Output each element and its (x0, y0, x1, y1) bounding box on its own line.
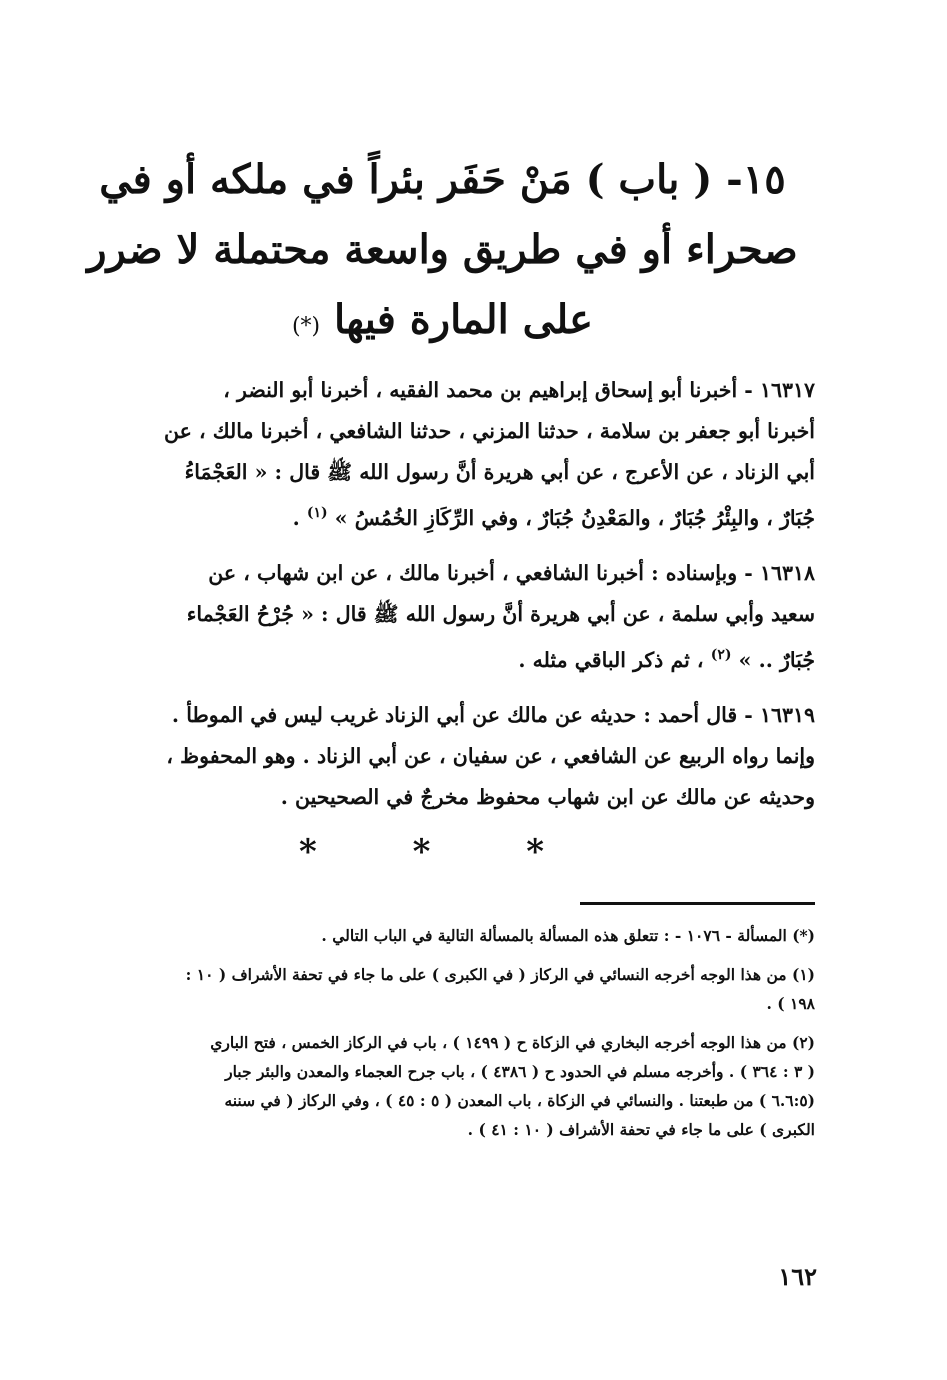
text-line: أبي الزناد ، عن الأعرج ، عن أبي هريرة أنَّ رسول الله ﷺ قال : « العَجْمَاءُ (184, 460, 815, 484)
section-separator: * * * (298, 831, 586, 872)
text-line: ١٦٣١٧ - أخبرنا أبو إسحاق إبراهيم بن محمد الفقيه ، أخبرنا أبو النضر ، (223, 378, 815, 402)
footnote-1 (70, 960, 815, 1018)
chapter-title (70, 145, 815, 362)
hadith-16319 (70, 695, 815, 818)
page-number: ١٦٢ (778, 1262, 817, 1291)
footnote-ref-1: (١) (306, 505, 328, 521)
title-line-3-wrap (70, 285, 815, 362)
text-line: سعيد وأبي سلمة ، عن أبي هريرة أنَّ رسول الله ﷺ قال : « جُرْحُ العَجْماء (186, 601, 815, 626)
text-line: جُبَارٌ ، والبِئْرُ جُبَارٌ ، والمَعْدِنُ جُبَارٌ ، وفي الرِّكَازِ الخُمُسُ » (334, 505, 815, 530)
title-line-1: ١٥- ( باب ) مَنْ حَفَر بئراً في ملكه أو في (99, 156, 786, 203)
text-line: ١٦٣١٩ - قال أحمد : حديثه عن مالك عن أبي الزناد غريب ليس في الموطأ . (171, 702, 815, 727)
text-line-last (70, 635, 815, 681)
footnote-ref-2: (٢) (710, 646, 732, 663)
text-line: وإنما رواه الربيع عن الشافعي ، عن سفيان ، عن أبي الزناد . وهو المحفوظ ، (166, 743, 815, 768)
line-end: . (292, 505, 300, 530)
hadith-16318 (70, 553, 815, 681)
text-line: وحديثه عن مالك عن ابن شهاب محفوظ مخرجٌ في الصحيحين . (280, 784, 815, 809)
footnote-2 (70, 1028, 815, 1144)
text-line: ١٦٣١٨ - وبإسناده : أخبرنا الشافعي ، أخبرنا مالك ، عن ابن شهاب ، عن (208, 560, 815, 585)
page-body (70, 145, 815, 1154)
footnote-line: (١) من هذا الوجه أخرجه النسائي في الركاز ( في الكبرى ) على ما جاء في تحفة الأشراف ( ١٠ : (185, 964, 815, 984)
hadith-16317 (70, 370, 815, 539)
title-line-2: صحراء أو في طريق واسعة محتملة لا ضرر (87, 226, 798, 273)
text-line: أخبرنا أبو جعفر بن سلامة ، حدثنا المزني ، حدثنا الشافعي ، أخبرنا مالك ، عن (164, 419, 815, 443)
footnote-line: الكبرى ) على ما جاء في تحفة الأشراف ( ١٠ : ٤١ ) . (467, 1119, 815, 1139)
footnote-star (70, 921, 815, 950)
text-line: جُبَارٌ .. » (738, 647, 815, 672)
title-footnote-mark: (*) (291, 314, 321, 339)
footnote-line: (٦.٦:٥ ) من طبعتنا . والنسائي في الزكاة ، باب المعدن ( ٥ : ٤٥ ) ، وفي الركاز ( في سننه (224, 1090, 815, 1110)
footnote-rule (580, 902, 815, 905)
title-line-3: على المارة فيها (334, 296, 594, 343)
text-line-last (70, 493, 815, 539)
footnote-line: ( ٣ : ٣٦٤ ) . وأخرجه مسلم في الحدود ح ( ٤٣٨٦ ) ، باب جرح العجماء والمعدن والبئر جبار (225, 1061, 815, 1081)
footnote-line: ١٩٨ ) . (766, 993, 815, 1013)
footnote-line: (٢) من هذا الوجه أخرجه البخاري في الزكاة ح ( ١٤٩٩ ) ، باب في الركاز الخمس ، فتح الباري (210, 1032, 815, 1052)
footnote-line: (*) المسألة - ١٠٧٦ - : تتعلق هذه المسألة بالمسألة التالية في الباب التالي . (321, 925, 815, 945)
line-end: ، ثم ذكر الباقي مثله . (518, 647, 704, 672)
